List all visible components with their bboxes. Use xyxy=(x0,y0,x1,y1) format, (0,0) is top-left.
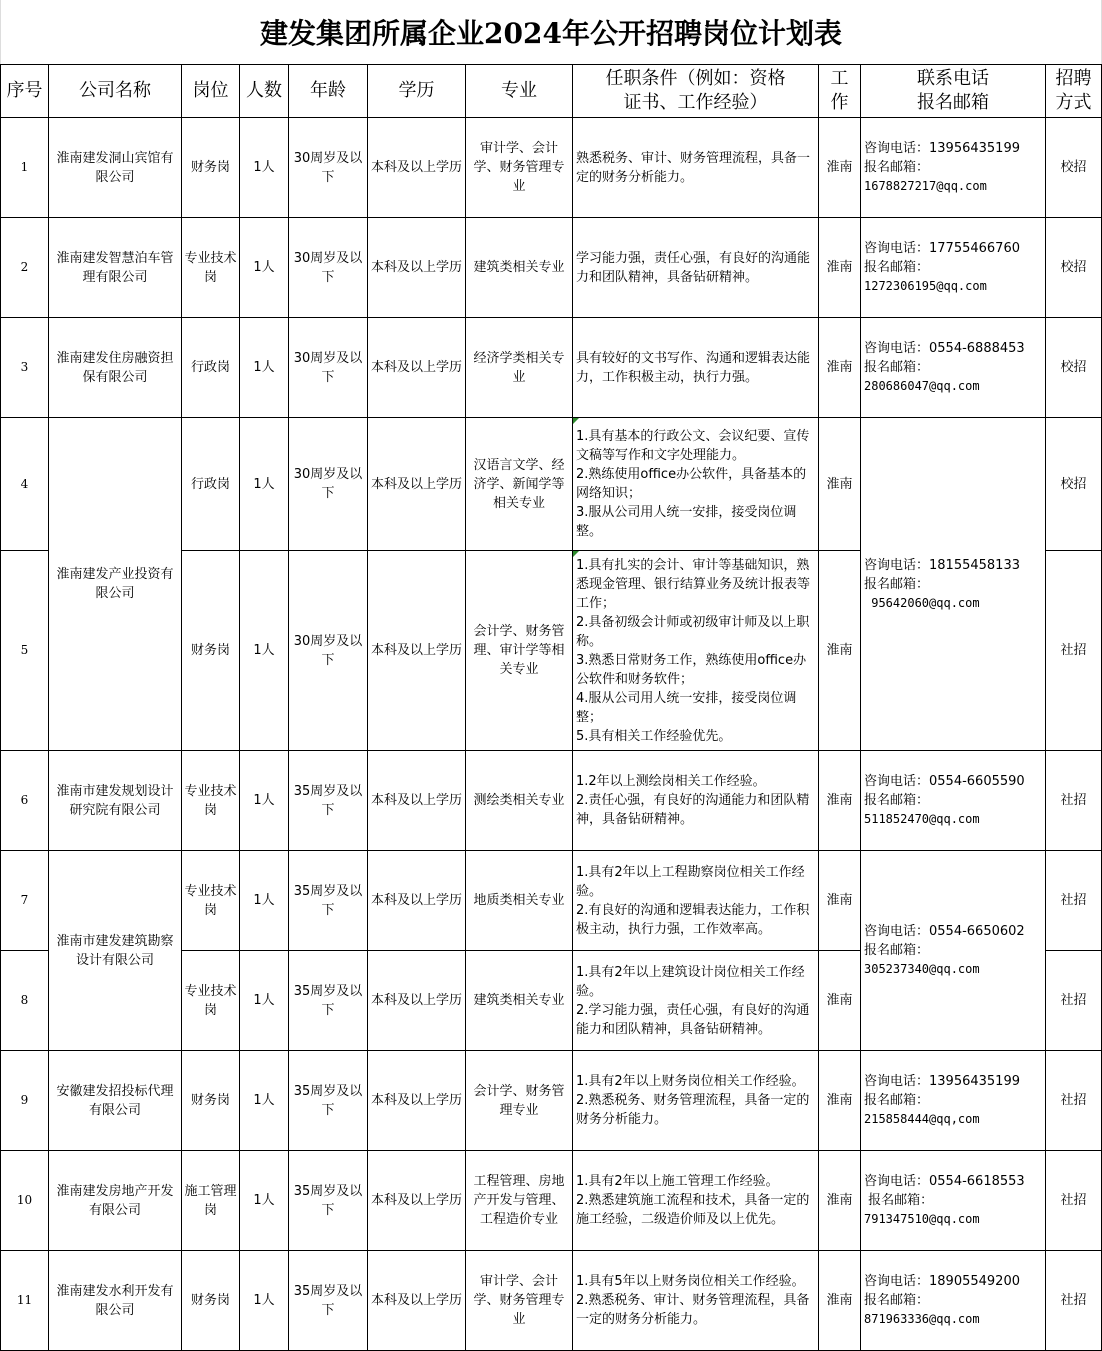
contact-phone: 咨询电话：0554-6605590 xyxy=(864,774,1025,789)
contact-phone: 咨询电话：0554-6888453 xyxy=(864,341,1025,356)
cell-method: 社招 xyxy=(1046,951,1102,1051)
cell-contact xyxy=(861,751,1046,851)
cell-major: 审计学、会计学、财务管理专业 xyxy=(466,118,573,218)
cell-position: 专业技术岗 xyxy=(182,951,240,1051)
cell-age: 30周岁及以下 xyxy=(289,218,368,318)
header-major: 专业 xyxy=(466,65,573,118)
contact-email-label: 报名邮箱： xyxy=(864,1093,930,1108)
cell-education: 本科及以上学历 xyxy=(368,118,466,218)
cell-company: 淮南建发洞山宾馆有限公司 xyxy=(49,118,182,218)
cell-company: 淮南建发房地产开发有限公司 xyxy=(49,1151,182,1251)
cell-position: 财务岗 xyxy=(182,551,240,751)
cell-requirements: 熟悉税务、审计、财务管理流程，具备一定的财务分析能力。 xyxy=(573,118,819,218)
cell-requirements: 学习能力强，责任心强，有良好的沟通能力和团队精神，具备钻研精神。 xyxy=(573,218,819,318)
contact-email: 95642060@qq.com xyxy=(864,595,980,610)
cell-education: 本科及以上学历 xyxy=(368,1151,466,1251)
contact-phone: 咨询电话：17755466760 xyxy=(864,241,1020,256)
cell-count: 1人 xyxy=(240,218,289,318)
cell-position: 施工管理岗 xyxy=(182,1151,240,1251)
cell-position: 行政岗 xyxy=(182,318,240,418)
cell-requirements: 1.2年以上测绘岗相关工作经验。 2.责任心强，有良好的沟通能力和团队精神，具备钻研精神。 xyxy=(573,751,819,851)
cell-requirements: 1.具有2年以上工程勘察岗位相关工作经验。 2.有良好的沟通和逻辑表达能力，工作积极主动，执行力强，工作效率高。 xyxy=(573,851,819,951)
contact-phone: 咨询电话：18905549200 xyxy=(864,1274,1020,1289)
cell-location: 淮南 xyxy=(819,118,861,218)
cell-location: 淮南 xyxy=(819,418,861,551)
cell-education: 本科及以上学历 xyxy=(368,1251,466,1351)
cell-serial: 4 xyxy=(1,418,49,551)
contact-email: 280686047@qq.com xyxy=(864,379,980,393)
contact-email-label: 报名邮箱： xyxy=(864,943,930,958)
contact-email: 305237340@qq.com xyxy=(864,962,980,976)
cell-location: 淮南 xyxy=(819,218,861,318)
cell-contact xyxy=(861,1051,1046,1151)
contact-phone: 咨询电话：18155458133 xyxy=(864,557,1020,573)
cell-serial: 2 xyxy=(1,218,49,318)
contact-email: 1678827217@qq.com xyxy=(864,179,987,193)
cell-count: 1人 xyxy=(240,118,289,218)
table-row xyxy=(1,851,1102,951)
cell-method: 社招 xyxy=(1046,1051,1102,1151)
cell-company: 淮南建发产业投资有限公司 xyxy=(49,418,182,751)
cell-age: 35周岁及以下 xyxy=(289,851,368,951)
cell-serial: 11 xyxy=(1,1251,49,1351)
cell-requirements: 1.具有2年以上财务岗位相关工作经验。 2.熟悉税务、财务管理流程，具备一定的财务分析能力。 xyxy=(573,1051,819,1151)
cell-location: 淮南 xyxy=(819,1051,861,1151)
header-contact: 联系电话 报名邮箱 xyxy=(861,65,1046,118)
cell-age: 35周岁及以下 xyxy=(289,1151,368,1251)
contact-email-label: 报名邮箱： xyxy=(864,1293,930,1308)
cell-position: 专业技术岗 xyxy=(182,751,240,851)
cell-position: 财务岗 xyxy=(182,1051,240,1151)
table-row xyxy=(1,1251,1102,1351)
table-row xyxy=(1,1151,1102,1251)
cell-contact xyxy=(861,118,1046,218)
contact-email: 511852470@qq.com xyxy=(864,812,980,826)
table-row xyxy=(1,418,1102,551)
header-position: 岗位 xyxy=(182,65,240,118)
header-company: 公司名称 xyxy=(49,65,182,118)
cell-position: 专业技术岗 xyxy=(182,851,240,951)
cell-company: 淮南市建发建筑勘察设计有限公司 xyxy=(49,851,182,1051)
contact-email: 1272306195@qq.com xyxy=(864,279,987,293)
cell-education: 本科及以上学历 xyxy=(368,751,466,851)
contact-email-label: 报名邮箱： xyxy=(864,793,930,808)
cell-age: 35周岁及以下 xyxy=(289,1051,368,1151)
cell-location: 淮南 xyxy=(819,1151,861,1251)
cell-count: 1人 xyxy=(240,551,289,751)
cell-requirements: 具有较好的文书写作、沟通和逻辑表达能力，工作积极主动，执行力强。 xyxy=(573,318,819,418)
cell-education: 本科及以上学历 xyxy=(368,951,466,1051)
cell-education: 本科及以上学历 xyxy=(368,218,466,318)
cell-method: 校招 xyxy=(1046,318,1102,418)
cell-age: 30周岁及以下 xyxy=(289,118,368,218)
contact-email-label: 报名邮箱： xyxy=(864,360,930,375)
cell-position: 行政岗 xyxy=(182,418,240,551)
header-serial: 序号 xyxy=(1,65,49,118)
cell-count: 1人 xyxy=(240,1051,289,1151)
cell-serial: 9 xyxy=(1,1051,49,1151)
cell-location: 淮南 xyxy=(819,1251,861,1351)
contact-email-label: 报名邮箱： xyxy=(864,1193,934,1208)
cell-major: 会计学、财务管理、审计学等相关专业 xyxy=(466,551,573,751)
contact-email-label: 报名邮箱： xyxy=(864,160,930,175)
header-requirements: 任职条件（例如：资格 证书、工作经验） xyxy=(573,65,819,118)
cell-marker-icon xyxy=(573,418,579,424)
cell-major: 经济学类相关专业 xyxy=(466,318,573,418)
recruitment-table xyxy=(0,64,1102,1351)
cell-age: 35周岁及以下 xyxy=(289,751,368,851)
cell-marker-icon xyxy=(573,551,579,557)
cell-contact xyxy=(861,218,1046,318)
table-row xyxy=(1,751,1102,851)
cell-method: 社招 xyxy=(1046,751,1102,851)
cell-method: 校招 xyxy=(1046,218,1102,318)
table-row xyxy=(1,318,1102,418)
cell-major: 汉语言文学、经济学、新闻学等相关专业 xyxy=(466,418,573,551)
contact-email: 871963336@qq.com xyxy=(864,1312,980,1326)
cell-position: 财务岗 xyxy=(182,1251,240,1351)
cell-serial: 7 xyxy=(1,851,49,951)
cell-age: 30周岁及以下 xyxy=(289,551,368,751)
cell-location: 淮南 xyxy=(819,951,861,1051)
header-age: 年龄 xyxy=(289,65,368,118)
cell-company: 安徽建发招投标代理有限公司 xyxy=(49,1051,182,1151)
cell-education: 本科及以上学历 xyxy=(368,418,466,551)
cell-education: 本科及以上学历 xyxy=(368,551,466,751)
cell-age: 35周岁及以下 xyxy=(289,951,368,1051)
contact-phone: 咨询电话：13956435199 xyxy=(864,141,1020,156)
cell-contact xyxy=(861,1151,1046,1251)
cell-education: 本科及以上学历 xyxy=(368,318,466,418)
cell-company: 淮南建发智慧泊车管理有限公司 xyxy=(49,218,182,318)
cell-age: 35周岁及以下 xyxy=(289,1251,368,1351)
page-title: 建发集团所属企业2024年公开招聘岗位计划表 xyxy=(0,0,1102,64)
table-row xyxy=(1,1051,1102,1151)
cell-contact xyxy=(861,1251,1046,1351)
cell-count: 1人 xyxy=(240,1151,289,1251)
cell-location: 淮南 xyxy=(819,551,861,751)
contact-email-label: 报名邮箱： xyxy=(864,260,930,275)
contact-email: 215858444@qq,com xyxy=(864,1112,980,1126)
cell-contact xyxy=(861,851,1046,1051)
table-row xyxy=(1,218,1102,318)
cell-company: 淮南建发水利开发有限公司 xyxy=(49,1251,182,1351)
cell-serial: 3 xyxy=(1,318,49,418)
cell-contact xyxy=(861,418,1046,751)
cell-company: 淮南市建发规划设计研究院有限公司 xyxy=(49,751,182,851)
cell-count: 1人 xyxy=(240,1251,289,1351)
cell-serial: 8 xyxy=(1,951,49,1051)
cell-count: 1人 xyxy=(240,318,289,418)
header-method: 招聘 方式 xyxy=(1046,65,1102,118)
cell-major: 地质类相关专业 xyxy=(466,851,573,951)
cell-count: 1人 xyxy=(240,751,289,851)
cell-requirements: 1.具有2年以上施工管理工作经验。 2.熟悉建筑施工流程和技术，具备一定的施工经验，二级造价师及以上优先。 xyxy=(573,1151,819,1251)
cell-serial: 1 xyxy=(1,118,49,218)
cell-education: 本科及以上学历 xyxy=(368,1051,466,1151)
cell-requirements: 1.具有5年以上财务岗位相关工作经验。 2.熟悉税务、审计、财务管理流程，具备一定的财务分析能力。 xyxy=(573,1251,819,1351)
header-row xyxy=(1,65,1102,118)
cell-position: 财务岗 xyxy=(182,118,240,218)
contact-email-label: 报名邮箱： xyxy=(864,576,930,592)
cell-method: 社招 xyxy=(1046,1151,1102,1251)
cell-method: 社招 xyxy=(1046,851,1102,951)
cell-serial: 6 xyxy=(1,751,49,851)
cell-age: 30周岁及以下 xyxy=(289,318,368,418)
header-location: 工 作 xyxy=(819,65,861,118)
cell-method: 校招 xyxy=(1046,118,1102,218)
cell-major: 测绘类相关专业 xyxy=(466,751,573,851)
cell-count: 1人 xyxy=(240,418,289,551)
cell-major: 会计学、财务管理专业 xyxy=(466,1051,573,1151)
cell-location: 淮南 xyxy=(819,318,861,418)
contact-phone: 咨询电话：13956435199 xyxy=(864,1074,1020,1089)
cell-location: 淮南 xyxy=(819,851,861,951)
contact-email: 791347510@qq.com xyxy=(864,1212,980,1226)
cell-requirements: 1.具有基本的行政公文、会议纪要、宣传文稿等写作和文字处理能力。 2.熟练使用office办公软件，具备基本的网络知识； 3.服从公司用人统一安排，接受岗位调整。 xyxy=(573,418,819,551)
cell-method: 社招 xyxy=(1046,1251,1102,1351)
cell-position: 专业技术岗 xyxy=(182,218,240,318)
cell-major: 审计学、会计学、财务管理专业 xyxy=(466,1251,573,1351)
header-education: 学历 xyxy=(368,65,466,118)
cell-serial: 5 xyxy=(1,551,49,751)
cell-contact xyxy=(861,318,1046,418)
cell-age: 30周岁及以下 xyxy=(289,418,368,551)
cell-major: 建筑类相关专业 xyxy=(466,951,573,1051)
cell-serial: 10 xyxy=(1,1151,49,1251)
contact-phone: 咨询电话：0554-6650602 xyxy=(864,924,1025,939)
contact-phone: 咨询电话：0554-6618553 xyxy=(864,1174,1025,1189)
cell-major: 建筑类相关专业 xyxy=(466,218,573,318)
cell-count: 1人 xyxy=(240,851,289,951)
cell-company: 淮南建发住房融资担保有限公司 xyxy=(49,318,182,418)
cell-major: 工程管理、房地产开发与管理、工程造价专业 xyxy=(466,1151,573,1251)
cell-education: 本科及以上学历 xyxy=(368,851,466,951)
cell-method: 社招 xyxy=(1046,551,1102,751)
cell-count: 1人 xyxy=(240,951,289,1051)
cell-requirements: 1.具有2年以上建筑设计岗位相关工作经验。 2.学习能力强，责任心强，有良好的沟通能力和团队精神，具备钻研精神。 xyxy=(573,951,819,1051)
cell-requirements: 1.具有扎实的会计、审计等基础知识，熟悉现金管理、银行结算业务及统计报表等工作； 2.具备初级会计师或初级审计师及以上职称。 3.熟悉日常财务工作，熟练使用office办公软件和财务软件； 4.服从公司用人统一安排，接受岗位调整； 5.具有相关工作经验优先。 xyxy=(573,551,819,751)
header-count: 人数 xyxy=(240,65,289,118)
cell-method: 校招 xyxy=(1046,418,1102,551)
cell-location: 淮南 xyxy=(819,751,861,851)
table-row xyxy=(1,118,1102,218)
